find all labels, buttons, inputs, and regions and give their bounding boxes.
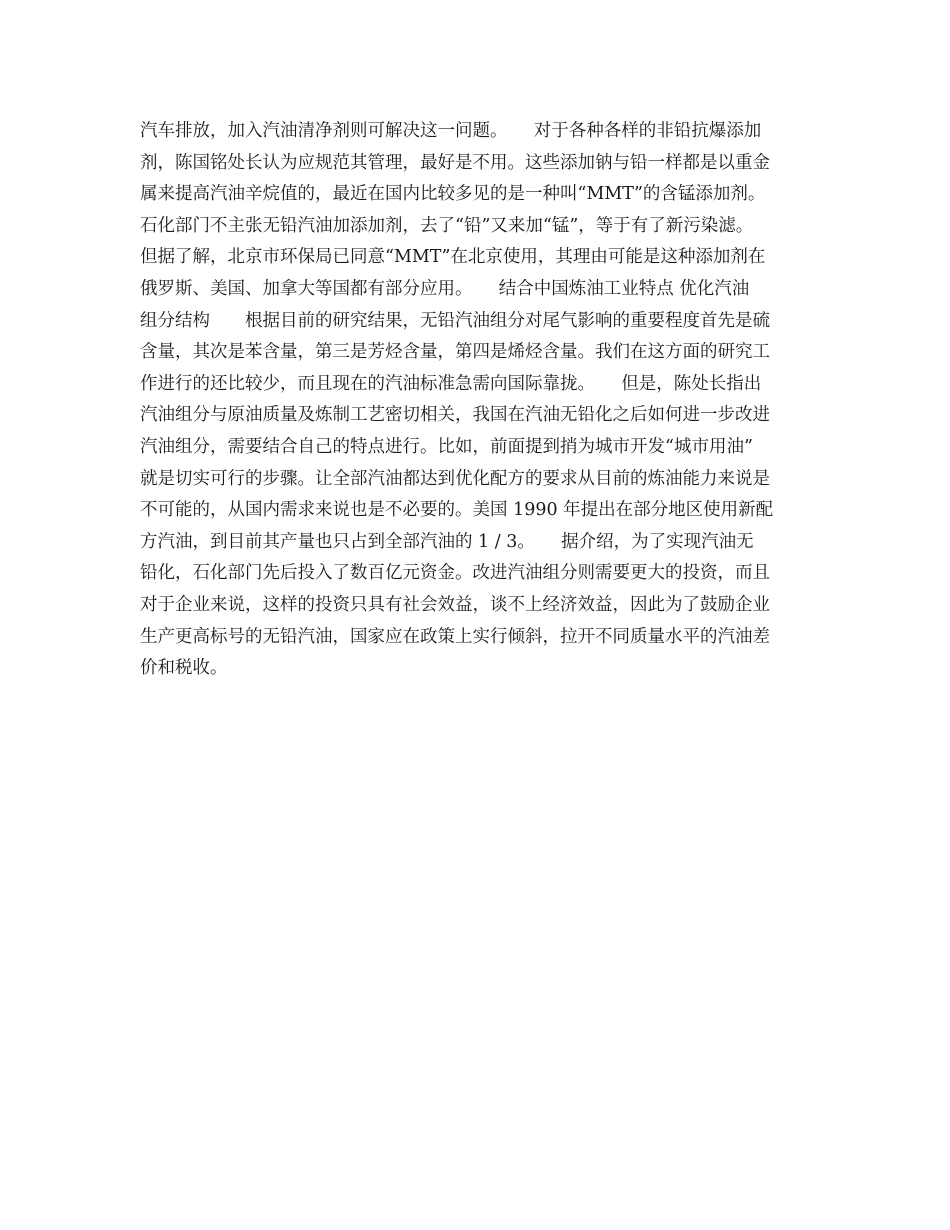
text-line: 俄罗斯、美国、加拿大等国都有部分应用。 结合中国炼油工业特点 优化汽油 (140, 278, 750, 299)
text-line: 剂，陈国铭处长认为应规范其管理，最好是不用。这些添加钠与铅一样都是以重金 (140, 152, 770, 173)
text-line: 不可能的，从国内需求来说也是不必要的。美国 1990 年提出在部分地区使用新配 (140, 500, 774, 521)
text-line: 就是切实可行的步骤。让全部汽油都达到优化配方的要求从目前的炼油能力来说是 (140, 468, 770, 489)
text-line: 含量，其次是苯含量，第三是芳烃含量，第四是烯烃含量。我们在这方面的研究工 (140, 342, 770, 363)
text-line: 作进行的还比较少，而且现在的汽油标准急需向国际靠拢。 但是，陈处长指出 (140, 373, 762, 394)
text-line: 生产更高标号的无铅汽油，国家应在政策上实行倾斜，拉开不同质量水平的汽油差 (140, 626, 770, 647)
text-line: 石化部门不主张无铅汽油加添加剂，去了“铅”又来加“锰”，等于有了新污染滤。 (140, 215, 754, 236)
text-line: 属来提高汽油辛烷值的，最近在国内比较多见的是一种叫“MMT”的含锰添加剂。 (140, 184, 766, 205)
text-line: 对于企业来说，这样的投资只具有社会效益，谈不上经济效益，因此为了鼓励企业 (140, 594, 770, 615)
text-line: 汽油组分，需要结合自己的特点进行。比如，前面提到捎为城市开发“城市用油” (140, 436, 753, 457)
text-line: 汽油组分与原油质量及炼制工艺密切相关，我国在汽油无铅化之后如何进一步改进 (140, 405, 770, 426)
text-line: 组分结构 根据目前的研究结果，无铅汽油组分对尾气影响的重要程度首先是硫 (140, 310, 770, 331)
text-line: 价和税收。 (140, 658, 228, 679)
body-text (140, 116, 840, 685)
text-line: 但据了解，北京市环保局已同意“MMT”在北京使用，其理由可能是这种添加剂在 (140, 247, 766, 268)
text-line: 方汽油，到目前其产量也只占到全部汽油的 1 / 3。 据介绍，为了实现汽油无 (140, 531, 754, 552)
text-line: 汽车排放，加入汽油清净剂则可解决这一问题。 对于各种各样的非铅抗爆添加 (140, 121, 762, 141)
text-line: 铅化，石化部门先后投入了数百亿元资金。改进汽油组分则需要更大的投资，而且 (140, 563, 770, 584)
